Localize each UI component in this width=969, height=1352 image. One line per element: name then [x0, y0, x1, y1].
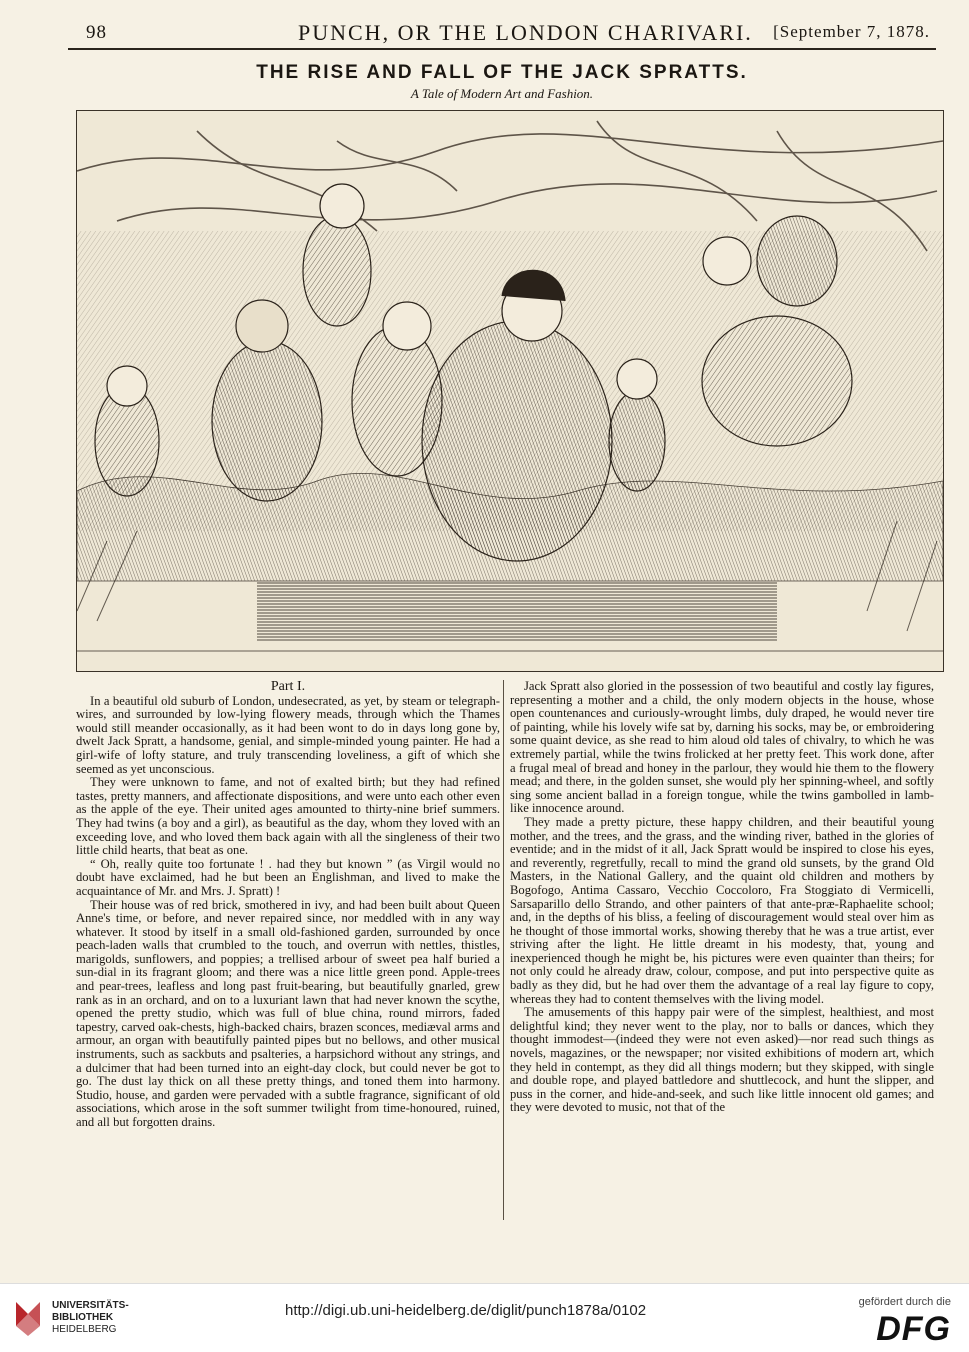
paragraph: They made a pretty picture, these happy children, and their beautiful young mother, and the trees, and the grass, and the winding river, bathed in the glories of eventide; and in the midst of it all, Jack Spratt would be inspired to close his eyes, and reverently, regretfully, recall to mind the grand old sunsets, by the grand Old Masters, in the National Gallery, and the quaint old children and mothers by Bogofogo, Antima Cassaro, Vecchio Coccoloro, Fra Stoggiato di Vermicelli, Sarsaparillo dello Strando, and other painters of that ante-præ-Raphaelite school; and, in the depths of his bliss, a feeling of discouragement would steal over him as he thought of those immortal works, showing thereby that he was a true artist, ever striving after the light. He little dreamt in his modesty, that, young and inexperienced though he might be, his pictures were even quainter than theirs; for not only could he already draw, colour, compose, and put into perspective quite as badly as they did, but he had over them the advantage of a real lay figure to copy, whereas they had to content themselves with the living model. [510, 814, 934, 1006]
issue-date: [September 7, 1878. [773, 22, 930, 41]
paragraph: “ Oh, really quite too fortunate ! . had they but known ” (as Virgil would no doubt have exclaimed, had he but been an Englishman, and lived to make the acquaintance of Mr. and Mrs. J. Spratt) ! [76, 856, 500, 898]
funding-note: gefördert durch die [858, 1296, 951, 1308]
paragraph: The amusements of this happy pair were of the simplest, healthiest, and most delightful kind; they never went to the play, nor to balls or dances, which they thought immodest—(indeed they were not even asked)—nor read such things as novels, magazines, or the newspaper; nor visited exhibitions of modern art, which they held in contempt, as they did all things modern; but they skipped, with single and double rope, and played battledore and shuttlecock, and hunt the slipper, and puss in the corner, and hide-and-seek, and such like little innocent old games; and they were devoted to music, not that of the [510, 1005, 934, 1115]
library-line: BIBLIOTHEK [52, 1312, 114, 1323]
dfg-logo: DFG [876, 1310, 951, 1348]
page-header [68, 20, 936, 50]
part-heading: Part I. [270, 679, 306, 694]
library-name [52, 1300, 129, 1336]
paragraph: They were unknown to fame, and not of exalted birth; but they had refined tastes, pretty manners, and affectionate dispositions, and were unto each other even as the apple of the eye. Their united ages amounted to thirty-nine brief summers. They had twins (a boy and a girl), as beautiful as the day, whom they loved with an exceeding love, and who loved them back again with all the singleness of their two little child hearts, that beat as one. [76, 775, 500, 858]
viewer-footer [0, 1283, 969, 1352]
column-divider [503, 680, 504, 1220]
university-logo-icon [12, 1298, 44, 1338]
article-title: THE RISE AND FALL OF THE JACK SPRATTS. [256, 62, 748, 83]
page-number: 98 [86, 22, 107, 43]
library-line: UNIVERSITÄTS- [52, 1300, 129, 1311]
text-column-left [76, 680, 500, 1130]
article-subtitle: A Tale of Modern Art and Fashion. [410, 86, 594, 101]
text-column-right [510, 680, 934, 1115]
engraving-illustration [76, 110, 944, 672]
paragraph: Jack Spratt also gloried in the possession of two beautiful and costly lay figures, representing a mother and a child, the only modern objects in the house, whose open countenances and curiously-wrought limbs, duly draped, he would never tire of painting, while his lovely wife sat by, darning his socks, may be, or embroidering some quaint device, as she read to him aloud old tales of chivalry, to which he was extremely partial, while the twins frolicked at her pretty feet. This work done, after a frugal meal of bread and honey in the parlour, they would hie them to the flowery mead; and there, in the golden sunset, she would ply her spinning-wheel, and softly sing some ancient ballad in a foreign tongue, while the twins gambolled in lamb-like innocence around. [510, 679, 934, 816]
publication-title: PUNCH, OR THE LONDON CHARIVARI. [298, 20, 753, 45]
paragraph: Their house was of red brick, smothered in ivy, and had been built about Queen Anne's time, or before, and never repaired since, nor meddled with in any way whatever. It stood by itself in a small old-fashioned garden, surrounded by once peach-laden walls that crumbled to the touch, and overrun with nettles, thistles, marigolds, sunflowers, and poppies; a trellised arbour of sweet pea half buried a sun-dial in its fragrant gloom; and there was a nice little green pond. Apple-trees and pear-trees, leafless and long past fruit-bearing, but beautifully gnarled, grew rank as in an orchard, and on to a luxuriant lawn that had never known the scythe, opened the pretty studio, which was full of blue china, round mirrors, faded tapestry, carved oak-chests, high-backed chairs, brazen sconces, mediæval arms and armour, an organ with beautifully painted pipes but no bellows, and other musical instruments, such as sackbuts and psalteries, a harpsichord without any strings, and a dulcimer that had been turned into an eight-day clock, but could never be got to go. The dust lay thick on all these pretty things, and toned them into harmony. Studio, house, and garden were pervaded with a subtle fragrance, significant of old associations, which arose in the soft summer twilight from time-honoured, ruined, and all but forgotten drains. [76, 897, 500, 1129]
engraving-svg [77, 111, 943, 671]
paragraph: In a beautiful old suburb of London, undesecrated, as yet, by steam or telegraph-wires, and surrounded by low-lying flowery meads, through which the Thames would still meander occasionally, as it had been wont to do in days long gone by, dwelt Jack Spratt, a handsome, genial, and simple-minded young painter. He had a girl-wife of lofty stature, and truly transcending loveliness, a gift of which she seemed as yet unconscious. [76, 693, 500, 776]
library-line: HEIDELBERG [52, 1324, 117, 1335]
permalink-url[interactable]: http://digi.ub.uni-heidelberg.de/diglit/punch1878a/0102 [285, 1302, 647, 1319]
